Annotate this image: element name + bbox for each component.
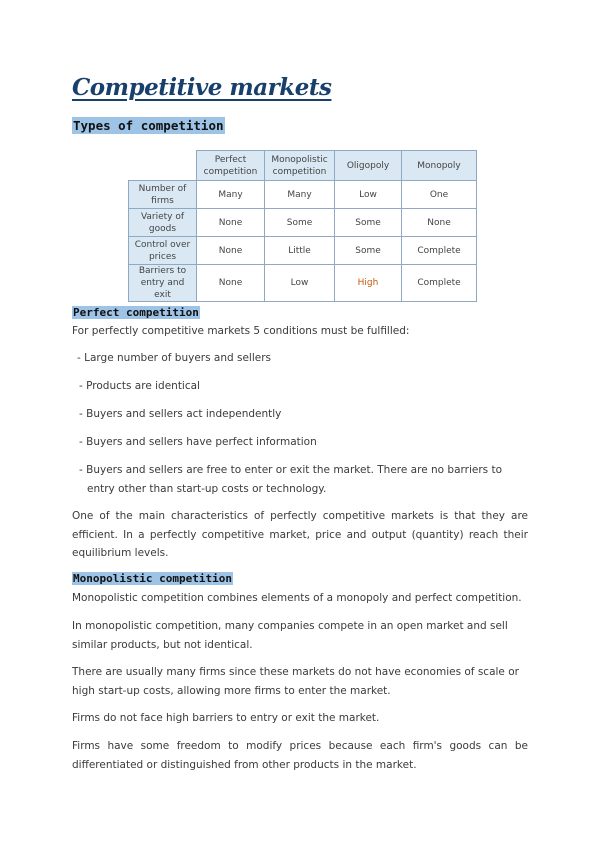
table-row xyxy=(129,237,477,265)
table-cell: Low xyxy=(335,181,402,209)
table-cell: Complete xyxy=(402,237,477,265)
perfect-competition-heading: Perfect competition xyxy=(73,306,199,319)
list-item-continuation: entry other than start-up costs or technology. xyxy=(87,483,327,495)
list-item: - Products are identical xyxy=(79,380,200,392)
table-cell: Many xyxy=(265,181,335,209)
table-header-row xyxy=(129,151,477,181)
table-cell: None xyxy=(402,209,477,237)
table-cell: None xyxy=(197,209,265,237)
table-column-header: Perfect competition xyxy=(197,151,265,181)
list-item: - Buyers and sellers have perfect information xyxy=(79,436,317,448)
monopolistic-paragraph: Monopolistic competition combines elements of a monopoly and perfect competition. xyxy=(72,592,522,604)
monopolistic-paragraph: Firms do not face high barriers to entry or exit the market. xyxy=(72,712,380,724)
list-item: - Large number of buyers and sellers xyxy=(77,352,272,364)
table-cell: Many xyxy=(197,181,265,209)
table-row-header: Barriers to entry and exit xyxy=(129,265,197,302)
table-row xyxy=(129,181,477,209)
competition-table xyxy=(128,150,477,302)
table-column-header: Monopoly xyxy=(402,151,477,181)
list-item: - Buyers and sellers are free to enter or exit the market. There are no barriers to xyxy=(79,464,502,476)
table-column-header: Monopolistic competition xyxy=(265,151,335,181)
table-cell: Little xyxy=(265,237,335,265)
list-item: - Buyers and sellers act independently xyxy=(79,408,282,420)
table-cell: None xyxy=(197,237,265,265)
monopolistic-paragraph: In monopolistic competition, many companies compete in an open market and sell similar products, but not identical. xyxy=(72,620,508,651)
types-heading: Types of competition xyxy=(73,118,224,133)
table-corner xyxy=(129,151,197,181)
table-cell: Low xyxy=(265,265,335,302)
table-cell: None xyxy=(197,265,265,302)
table-cell: Some xyxy=(265,209,335,237)
monopolistic-paragraph: Firms have some freedom to modify prices because each firm's goods can be differentiated or distinguished from other products in the market. xyxy=(72,740,528,771)
table-row xyxy=(129,265,477,302)
table-row-header: Variety of goods xyxy=(129,209,197,237)
table-row-header: Number of firms xyxy=(129,181,197,209)
table-column-header: Oligopoly xyxy=(335,151,402,181)
perfect-summary: One of the main characteristics of perfectly competitive markets is that they are efficient. In a perfectly competitive market, price and output (quantity) reach their equilibrium levels. xyxy=(72,510,528,559)
table-cell-highlighted: High xyxy=(335,265,402,302)
table-cell: Complete xyxy=(402,265,477,302)
table-row xyxy=(129,209,477,237)
table-cell: Some xyxy=(335,237,402,265)
table-row-header: Control over prices xyxy=(129,237,197,265)
table-cell: One xyxy=(402,181,477,209)
table-cell: Some xyxy=(335,209,402,237)
page-title: Competitive markets xyxy=(72,74,332,101)
perfect-intro: For perfectly competitive markets 5 conditions must be fulfilled: xyxy=(72,325,410,337)
monopolistic-competition-heading: Monopolistic competition xyxy=(73,572,232,585)
monopolistic-paragraph: There are usually many firms since these markets do not have economies of scale or high start-up costs, allowing more firms to enter the market. xyxy=(72,666,519,697)
